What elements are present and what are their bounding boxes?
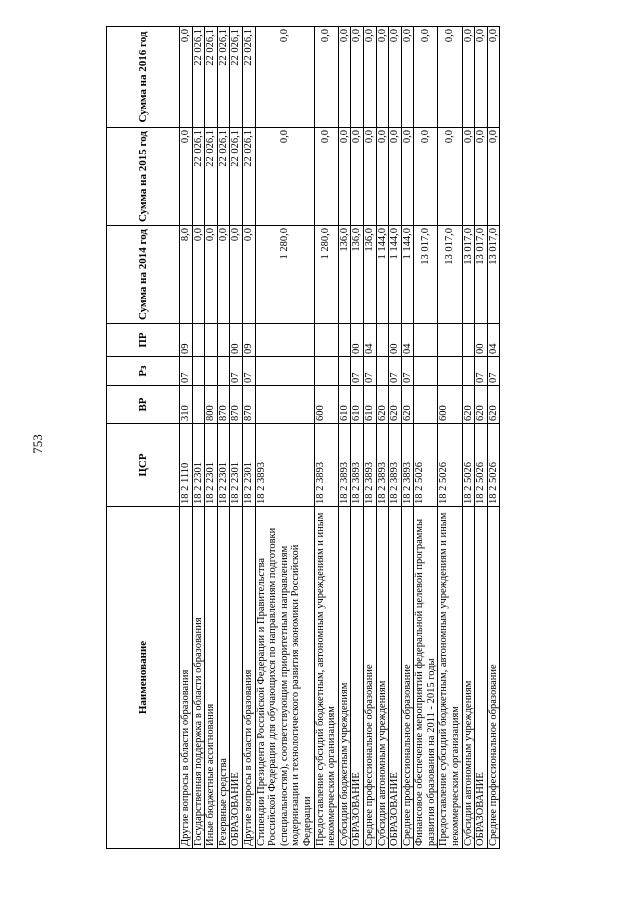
- cell-csr: 18 2 3893: [255, 424, 314, 507]
- cell-rz: [314, 357, 338, 386]
- cell-vr: 610: [363, 386, 376, 424]
- cell-sum-2015: 22 026,1: [230, 128, 243, 226]
- table-row: [389, 27, 402, 849]
- cell-sum-2016: 0,0: [314, 27, 338, 128]
- cell-sum-2014: 1 144,0: [376, 226, 389, 324]
- cell-rz: [255, 357, 314, 386]
- header-pr: ПР: [107, 324, 180, 357]
- cell-rz: 07: [180, 357, 193, 386]
- cell-sum-2015: 0,0: [376, 128, 389, 226]
- cell-vr: 310: [180, 386, 193, 424]
- cell-sum-2016: 0,0: [462, 27, 475, 128]
- header-csr: ЦСР: [107, 424, 180, 507]
- cell-vr: 870: [230, 386, 243, 424]
- cell-sum-2014: 0,0: [217, 226, 230, 324]
- cell-sum-2016: 0,0: [338, 27, 351, 128]
- cell-sum-2015: 0,0: [314, 128, 338, 226]
- cell-name: Иные бюджетные ассигнования: [205, 507, 218, 849]
- cell-sum-2015: 0,0: [462, 128, 475, 226]
- cell-sum-2015: 22 026,1: [217, 128, 230, 226]
- cell-sum-2016: 0,0: [475, 27, 488, 128]
- cell-rz: [438, 357, 462, 386]
- cell-pr: 00: [475, 324, 488, 357]
- cell-sum-2014: 1 144,0: [389, 226, 402, 324]
- cell-vr: 620: [401, 386, 414, 424]
- cell-name: Среднее профессиональное образование: [487, 507, 500, 849]
- cell-csr: 18 2 2301: [242, 424, 255, 507]
- cell-rz: [217, 357, 230, 386]
- cell-rz: 07: [230, 357, 243, 386]
- cell-rz: [205, 357, 218, 386]
- header-rz: Рз: [107, 357, 180, 386]
- table-row: [401, 27, 414, 849]
- cell-pr: 04: [363, 324, 376, 357]
- cell-sum-2014: 13 017,0: [414, 226, 438, 324]
- cell-csr: 18 2 2301: [192, 424, 205, 507]
- cell-vr: 620: [475, 386, 488, 424]
- cell-name: Субсидии автономным учреждениям: [376, 507, 389, 849]
- cell-sum-2014: 136,0: [351, 226, 364, 324]
- table-row: [376, 27, 389, 849]
- cell-name: Среднее профессиональное образование: [363, 507, 376, 849]
- cell-vr: 870: [242, 386, 255, 424]
- cell-sum-2015: 0,0: [351, 128, 364, 226]
- table-header-row: [107, 27, 180, 849]
- cell-sum-2015: 22 026,1: [192, 128, 205, 226]
- table-row: [205, 27, 218, 849]
- cell-csr: 18 2 1110: [180, 424, 193, 507]
- header-sum-2014: Сумма на 2014 год: [107, 226, 180, 324]
- cell-sum-2016: 22 026,1: [217, 27, 230, 128]
- cell-csr: 18 2 2301: [205, 424, 218, 507]
- cell-vr: [192, 386, 205, 424]
- cell-pr: [192, 324, 205, 357]
- cell-name: Предоставление субсидий бюджетным, автономным учреждениям и иным некоммерческим организациям: [438, 507, 462, 849]
- cell-pr: [376, 324, 389, 357]
- cell-sum-2016: 22 026,1: [205, 27, 218, 128]
- header-name: Наименование: [107, 507, 180, 849]
- cell-csr: 18 2 3893: [376, 424, 389, 507]
- cell-rz: 07: [363, 357, 376, 386]
- cell-pr: [314, 324, 338, 357]
- cell-csr: 18 2 3893: [389, 424, 402, 507]
- cell-sum-2014: 1 144,0: [401, 226, 414, 324]
- cell-sum-2015: 0,0: [255, 128, 314, 226]
- cell-csr: 18 2 3893: [338, 424, 351, 507]
- cell-sum-2016: 22 026,1: [242, 27, 255, 128]
- cell-name: Государственная поддержка в области образования: [192, 507, 205, 849]
- cell-rz: [338, 357, 351, 386]
- cell-vr: 600: [314, 386, 338, 424]
- cell-vr: 610: [351, 386, 364, 424]
- cell-csr: 18 2 3893: [351, 424, 364, 507]
- cell-pr: 04: [487, 324, 500, 357]
- cell-pr: [438, 324, 462, 357]
- cell-csr: 18 2 2301: [217, 424, 230, 507]
- cell-csr: 18 2 5026: [438, 424, 462, 507]
- cell-sum-2014: 0,0: [230, 226, 243, 324]
- cell-vr: 610: [338, 386, 351, 424]
- cell-sum-2015: 0,0: [389, 128, 402, 226]
- table-row: [363, 27, 376, 849]
- cell-name: Субсидии бюджетным учреждениям: [338, 507, 351, 849]
- cell-name: Другие вопросы в области образования: [180, 507, 193, 849]
- cell-vr: 620: [487, 386, 500, 424]
- cell-csr: 18 2 3893: [401, 424, 414, 507]
- cell-rz: [376, 357, 389, 386]
- table-body: [180, 27, 500, 849]
- cell-sum-2014: 13 017,0: [462, 226, 475, 324]
- table-row: [438, 27, 462, 849]
- cell-pr: [338, 324, 351, 357]
- cell-sum-2014: 0,0: [205, 226, 218, 324]
- cell-sum-2014: 0,0: [192, 226, 205, 324]
- cell-rz: 07: [351, 357, 364, 386]
- header-sum-2015: Сумма на 2015 год: [107, 128, 180, 226]
- cell-csr: 18 2 3893: [314, 424, 338, 507]
- cell-sum-2016: 0,0: [351, 27, 364, 128]
- cell-sum-2015: 0,0: [438, 128, 462, 226]
- cell-name: ОБРАЗОВАНИЕ: [230, 507, 243, 849]
- header-vr: ВР: [107, 386, 180, 424]
- table-row: [462, 27, 475, 849]
- cell-csr: 18 2 5026: [475, 424, 488, 507]
- cell-vr: [255, 386, 314, 424]
- cell-pr: 00: [351, 324, 364, 357]
- cell-name: Стипендии Президента Российской Федерации и Правительства Российской Федерации для обучающихся по направлениям подготовки (специальностям), соответствующим приоритетным направлениям модернизации и технологического развития экономики Российской Федерации: [255, 507, 314, 849]
- cell-vr: 620: [389, 386, 402, 424]
- cell-rz: [192, 357, 205, 386]
- cell-name: Финансовое обеспечение мероприятий федеральной целевой программы развития образования на 2011 - 2015 годы: [414, 507, 438, 849]
- cell-pr: 09: [242, 324, 255, 357]
- table-row: [475, 27, 488, 849]
- table-row: [230, 27, 243, 849]
- table-row: [351, 27, 364, 849]
- cell-pr: [462, 324, 475, 357]
- cell-sum-2015: 0,0: [414, 128, 438, 226]
- table-row: [314, 27, 338, 849]
- cell-pr: 00: [230, 324, 243, 357]
- cell-pr: [205, 324, 218, 357]
- cell-csr: 18 2 5026: [487, 424, 500, 507]
- cell-name: ОБРАЗОВАНИЕ: [389, 507, 402, 849]
- cell-name: Резервные средства: [217, 507, 230, 849]
- cell-sum-2016: 0,0: [414, 27, 438, 128]
- cell-pr: [414, 324, 438, 357]
- cell-name: Предоставление субсидий бюджетным, автономным учреждениям и иным некоммерческим организациям: [314, 507, 338, 849]
- cell-name: ОБРАЗОВАНИЕ: [351, 507, 364, 849]
- cell-sum-2016: 0,0: [389, 27, 402, 128]
- cell-name: Субсидии автономным учреждениям: [462, 507, 475, 849]
- cell-rz: 07: [242, 357, 255, 386]
- cell-sum-2014: 1 280,0: [255, 226, 314, 324]
- cell-sum-2015: 0,0: [338, 128, 351, 226]
- cell-csr: 18 2 5026: [462, 424, 475, 507]
- cell-sum-2016: 0,0: [255, 27, 314, 128]
- budget-table: [106, 26, 500, 849]
- cell-pr: [217, 324, 230, 357]
- cell-pr: [255, 324, 314, 357]
- table-row: [414, 27, 438, 849]
- cell-vr: 600: [438, 386, 462, 424]
- table-row: [487, 27, 500, 849]
- cell-sum-2016: 0,0: [487, 27, 500, 128]
- cell-sum-2016: 0,0: [376, 27, 389, 128]
- cell-sum-2014: 0,0: [242, 226, 255, 324]
- cell-sum-2016: 0,0: [401, 27, 414, 128]
- cell-name: Другие вопросы в области образования: [242, 507, 255, 849]
- cell-pr: 00: [389, 324, 402, 357]
- cell-name: Среднее профессиональное образование: [401, 507, 414, 849]
- cell-sum-2015: 0,0: [401, 128, 414, 226]
- cell-vr: 870: [217, 386, 230, 424]
- cell-sum-2014: 136,0: [338, 226, 351, 324]
- cell-pr: 04: [401, 324, 414, 357]
- cell-sum-2016: 0,0: [180, 27, 193, 128]
- table-row: [217, 27, 230, 849]
- cell-sum-2015: 0,0: [363, 128, 376, 226]
- cell-name: ОБРАЗОВАНИЕ: [475, 507, 488, 849]
- cell-vr: [414, 386, 438, 424]
- cell-csr: 18 2 5026: [414, 424, 438, 507]
- header-sum-2016: Сумма на 2016 год: [107, 27, 180, 128]
- table-row: [338, 27, 351, 849]
- budget-table-container: [106, 27, 618, 849]
- cell-rz: [462, 357, 475, 386]
- cell-rz: 07: [487, 357, 500, 386]
- cell-rz: [414, 357, 438, 386]
- cell-sum-2015: 22 026,1: [242, 128, 255, 226]
- table-row: [192, 27, 205, 849]
- cell-rz: 07: [401, 357, 414, 386]
- cell-sum-2014: 1 280,0: [314, 226, 338, 324]
- cell-vr: 800: [205, 386, 218, 424]
- cell-sum-2015: 0,0: [487, 128, 500, 226]
- page-number: 753: [30, 434, 45, 454]
- table-row: [242, 27, 255, 849]
- cell-sum-2016: 22 026,1: [192, 27, 205, 128]
- cell-sum-2016: 22 026,1: [230, 27, 243, 128]
- cell-rz: 07: [389, 357, 402, 386]
- cell-vr: 620: [376, 386, 389, 424]
- cell-sum-2014: 13 017,0: [475, 226, 488, 324]
- cell-csr: 18 2 2301: [230, 424, 243, 507]
- cell-sum-2014: 136,0: [363, 226, 376, 324]
- table-row: [180, 27, 193, 849]
- cell-csr: 18 2 3893: [363, 424, 376, 507]
- table-row: [255, 27, 314, 849]
- cell-rz: 07: [475, 357, 488, 386]
- cell-sum-2015: 0,0: [475, 128, 488, 226]
- cell-sum-2014: 8,0: [180, 226, 193, 324]
- cell-sum-2015: 0,0: [180, 128, 193, 226]
- cell-sum-2016: 0,0: [363, 27, 376, 128]
- cell-vr: 620: [462, 386, 475, 424]
- cell-pr: 09: [180, 324, 193, 357]
- cell-sum-2014: 13 017,0: [487, 226, 500, 324]
- cell-sum-2016: 0,0: [438, 27, 462, 128]
- cell-sum-2015: 22 026,1: [205, 128, 218, 226]
- cell-sum-2014: 13 017,0: [438, 226, 462, 324]
